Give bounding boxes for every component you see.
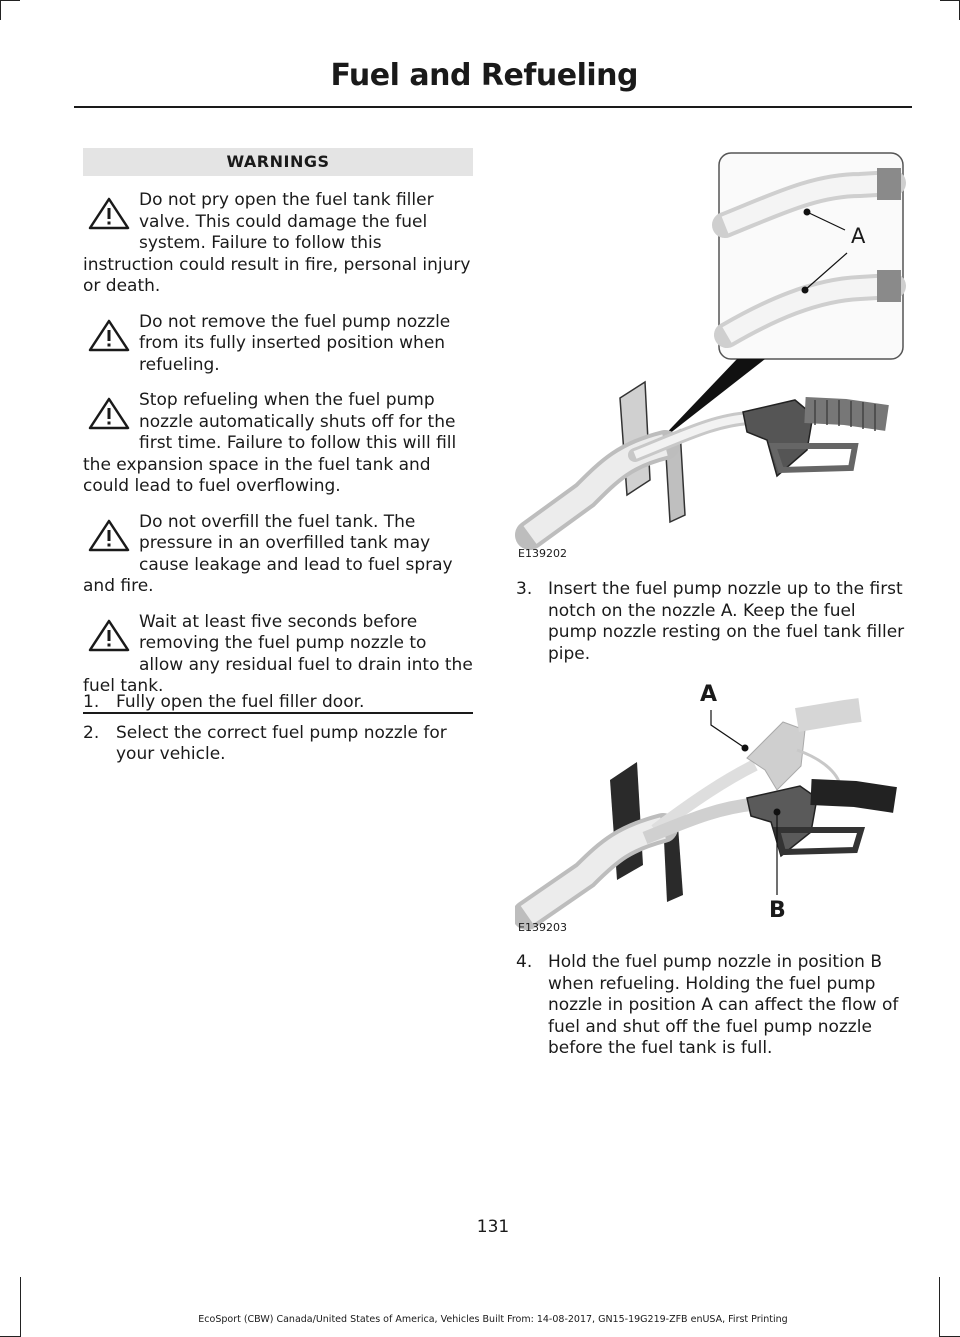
warning-triangle-icon (87, 619, 131, 653)
list-item (83, 692, 475, 714)
crop-mark (939, 1277, 940, 1337)
warnings-heading: WARNINGS (83, 148, 473, 176)
warning-triangle-icon (87, 319, 131, 353)
step-text: Select the correct fuel pump nozzle for your vehicle. (116, 722, 447, 764)
step-number: 4. (516, 952, 533, 972)
crop-mark (20, 1277, 21, 1337)
step-text: Hold the fuel pump nozzle in position B when refueling. Holding the fuel pump nozzle in position A can affect the flow of fuel and shut off the fuel pump nozzle before the fuel tank is full. (548, 952, 899, 1058)
warning-text: Stop refueling when the fuel pump nozzle automatically shuts off for the first time. Failure to follow this will fill the expansion space in the fuel tank and could lead to fuel overflowing. (83, 390, 457, 496)
header-divider (74, 106, 912, 108)
warning-text: Wait at least five seconds before removing the fuel pump nozzle to allow any residual fuel to drain into the fuel tank. (83, 611, 473, 696)
page-number: 131 (476, 1217, 510, 1237)
warning-text: Do not overfill the fuel tank. The pressure in an overfilled tank may cause leakage and lead to fuel spray and fire. (83, 511, 453, 596)
warning-triangle-icon (87, 519, 131, 553)
callout-label-a: A (700, 682, 718, 707)
steps-list (83, 692, 475, 775)
warning-triangle-icon (87, 397, 131, 431)
step-number: 3. (516, 579, 533, 599)
figure-nozzle-notch (515, 150, 907, 562)
callout-label-a: A (851, 224, 866, 248)
figure-nozzle-positions (515, 680, 907, 935)
figure-code: E139202 (518, 547, 567, 560)
step-number: 1. (83, 692, 100, 712)
page-title: Fuel and Refueling (330, 58, 638, 93)
warning-item (83, 190, 473, 298)
warning-item (83, 612, 473, 698)
nozzle-position-illustration (515, 680, 907, 935)
crop-mark (0, 0, 1, 20)
warning-item (83, 512, 473, 598)
step-text: Insert the fuel pump nozzle up to the first notch on the nozzle A. Keep the fuel pump nozzle resting on the fuel tank filler pipe. (548, 579, 905, 664)
warning-item (83, 312, 473, 377)
crop-mark (940, 0, 960, 1)
crop-mark (0, 0, 20, 1)
warning-text: Do not remove the fuel pump nozzle from its fully inserted position when refueling. (139, 311, 451, 375)
step-number: 2. (83, 722, 100, 743)
list-item (516, 579, 908, 665)
list-item (83, 723, 475, 766)
warning-text: Do not pry open the fuel tank filler valve. This could damage the fuel system. Failure to follow this instruction could result in fire, personal injury or death. (83, 190, 471, 296)
callout-label-b: B (769, 898, 786, 923)
list-item (516, 952, 908, 1060)
footer-text: EcoSport (CBW) Canada/United States of America, Vehicles Built From: 14-08-2017, GN15-19G219-ZFB enUSA, First Printing (198, 1314, 788, 1325)
nozzle-insert-illustration (515, 150, 907, 562)
warnings-box (83, 148, 473, 714)
warning-item (83, 390, 473, 498)
warning-triangle-icon (87, 197, 131, 231)
figure-code: E139203 (518, 921, 567, 934)
step-text: Fully open the fuel filler door. (116, 692, 365, 712)
